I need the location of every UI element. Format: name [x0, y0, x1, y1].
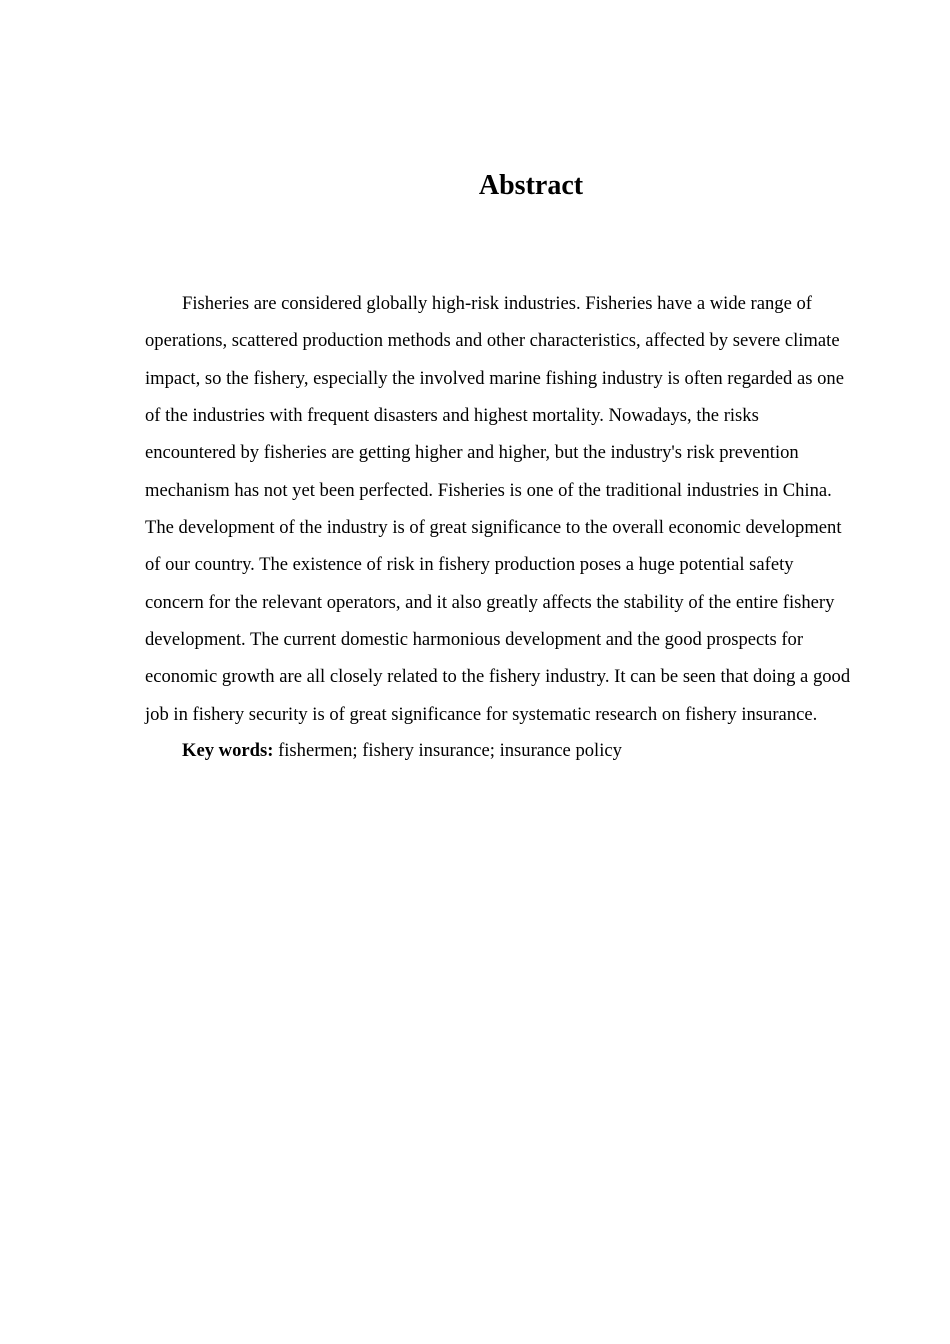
abstract-body — [145, 285, 851, 769]
page-title: Abstract — [478, 170, 584, 201]
keywords-line — [145, 733, 851, 769]
abstract-paragraph: Fisheries are considered globally high-risk industries. Fisheries have a wide range of operations, scattered production methods and other characteristics, affected by severe climate impact, so the fishery, especially the involved marine fishing industry is often regarded as one of the industries with frequent disasters and highest mortality. Nowadays, the risks encountered by fisheries are getting higher and higher, but the industry's risk prevention mechanism has not yet been perfected. Fisheries is one of the traditional industries in China. The development of the industry is of great significance to the overall economic development of our country. The existence of risk in fishery production poses a huge potential safety concern for the relevant operators, and it also greatly affects the stability of the entire fishery development. The current domestic harmonious development and the good prospects for economic growth are all closely related to the fishery industry. It can be seen that doing a good job in fishery security is of great significance for systematic research on fishery insurance. — [145, 293, 851, 725]
keywords-list: fishermen; fishery insurance; insurance policy — [273, 740, 622, 762]
keywords-label: Key words: — [182, 740, 274, 762]
